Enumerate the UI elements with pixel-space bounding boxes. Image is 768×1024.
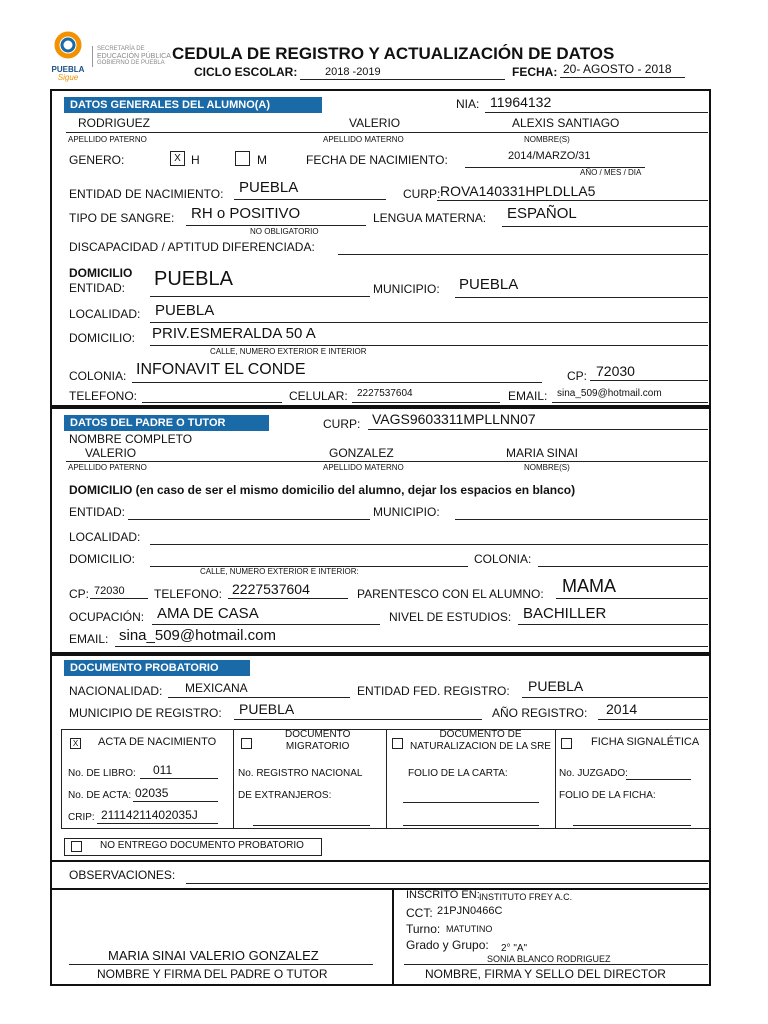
- municipio-value: PUEBLA: [459, 276, 519, 293]
- observaciones-label: OBSERVACIONES:: [69, 868, 176, 882]
- lengua-value: ESPAÑOL: [507, 205, 577, 222]
- municipio-reg-label: MUNICIPIO DE REGISTRO:: [69, 706, 222, 720]
- registro-nac-label: No. REGISTRO NACIONAL: [238, 768, 363, 779]
- nia-label: NIA:: [456, 97, 480, 111]
- ficha-label: FICHA SIGNALÉTICA: [591, 736, 700, 748]
- migratorio-label: DOCUMENTO MIGRATORIO: [285, 729, 351, 752]
- parentesco-label: PARENTESCO CON EL ALUMNO:: [357, 587, 544, 601]
- fecha-label: FECHA:: [512, 65, 558, 79]
- alumno-nombre-line: [66, 132, 708, 133]
- sangre-line: [186, 225, 366, 226]
- lengua-label: LENGUA MATERNA:: [373, 211, 487, 225]
- nacimiento-label: FECHA DE NACIMIENTO:: [306, 153, 448, 167]
- celular-value: 2227537604: [357, 388, 413, 399]
- entidad-nac-value: PUEBLA: [239, 179, 299, 196]
- entidad-nac-label: ENTIDAD DE NACIMIENTO:: [69, 187, 224, 201]
- municipio-line: [455, 297, 708, 298]
- doc-col-divider-1: [233, 729, 234, 829]
- municipio-reg-line: [234, 719, 482, 720]
- extranjeros-line: [253, 825, 370, 826]
- ocupacion-label: OCUPACIÓN:: [69, 610, 145, 624]
- tutor-curp-value: VAGS9603311MPLLNN07: [372, 411, 536, 427]
- anio-reg-label: AÑO REGISTRO:: [492, 706, 588, 720]
- alumno-apellido-paterno: RODRIGUEZ: [78, 116, 150, 130]
- entidad-label: ENTIDAD:: [69, 281, 126, 295]
- folio-carta-label: FOLIO DE LA CARTA:: [408, 768, 508, 779]
- migratorio-checkbox[interactable]: [241, 738, 252, 749]
- tutor-band: DATOS DEL PADRE O TUTOR: [64, 415, 269, 431]
- nacionalidad-line: [168, 697, 350, 698]
- colonia-value: INFONAVIT EL CONDE: [136, 361, 306, 378]
- tutor-curp-label: CURP:: [323, 417, 361, 431]
- tutor-localidad-label: LOCALIDAD:: [69, 530, 141, 544]
- folio-ficha-label: FOLIO DE LA FICHA:: [559, 790, 656, 801]
- domicilio-label: DOMICILIO:: [69, 331, 136, 345]
- tutor-cp-line: [90, 598, 148, 599]
- libro-line: [140, 778, 218, 779]
- entidad-line: [150, 296, 370, 297]
- cp-line: [590, 380, 708, 381]
- sangre-value: RH o POSITIVO: [191, 205, 301, 222]
- director-signature-caption: NOMBRE, FIRMA Y SELLO DEL DIRECTOR: [425, 967, 666, 981]
- email-line: [552, 402, 708, 403]
- domicilio-heading: DOMICILIO: [69, 266, 133, 280]
- parentesco-value: MAMA: [562, 576, 616, 596]
- domicilio-value: PRIV.ESMERALDA 50 A: [152, 325, 316, 342]
- tutor-domicilio-caption: CALLE, NUMERO EXTERIOR E INTERIOR:: [200, 567, 359, 576]
- tutor-colonia-line: [538, 566, 708, 567]
- tutor-caption-nombres: NOMBRE(S): [524, 463, 570, 472]
- juzgado-line: [626, 779, 691, 780]
- cct-label: CCT:: [406, 906, 433, 920]
- naturalizacion-checkbox[interactable]: [392, 738, 403, 749]
- juzgado-label: No. JUZGADO:: [559, 768, 628, 779]
- tutor-signature-caption: NOMBRE Y FIRMA DEL PADRE O TUTOR: [97, 967, 328, 981]
- genero-h-checkbox[interactable]: [170, 151, 185, 166]
- localidad-label: LOCALIDAD:: [69, 307, 141, 321]
- director-signature-line: [404, 964, 708, 965]
- estudios-value: BACHILLER: [523, 605, 607, 622]
- firmas-divider: [392, 888, 394, 986]
- estudios-line: [518, 624, 708, 625]
- no-entrego-checkbox[interactable]: [71, 841, 82, 852]
- colonia-label: COLONIA:: [69, 369, 127, 383]
- crip-line: [97, 823, 218, 824]
- email-label: EMAIL:: [508, 389, 548, 403]
- domicilio-caption: CALLE, NUMERO EXTERIOR E INTERIOR: [210, 347, 367, 356]
- tutor-nombre-line: [66, 461, 708, 462]
- ciclo-value: 2018 -2019: [325, 66, 381, 78]
- discapacidad-label: DISCAPACIDAD / APTITUD DIFERENCIADA:: [69, 240, 315, 254]
- tutor-telefono-label: TELEFONO:: [154, 587, 223, 601]
- caption-materno: APELLIDO MATERNO: [323, 135, 404, 144]
- form-title: CEDULA DE REGISTRO Y ACTUALIZACIÓN DE DATOS: [172, 44, 615, 63]
- lengua-line: [502, 226, 708, 227]
- entidad-nac-line: [234, 199, 386, 200]
- colonia-line: [132, 382, 542, 383]
- turno-value: MATUTINO: [446, 924, 493, 934]
- telefono-line: [142, 402, 282, 403]
- tutor-telefono-line: [228, 598, 348, 599]
- nacimiento-value: 2014/MARZO/31: [508, 150, 591, 162]
- inscrito-value: INSTITUTO FREY A.C.: [479, 892, 573, 902]
- anio-reg-line: [598, 719, 708, 720]
- acta-check-mark: X: [72, 739, 79, 748]
- estudios-label: NIVEL DE ESTUDIOS:: [389, 610, 512, 624]
- acta-no-label: No. DE ACTA:: [68, 790, 132, 801]
- nia-line: [485, 112, 708, 113]
- tutor-signature-line: [69, 964, 373, 965]
- tutor-apellido-paterno: VALERIO: [85, 446, 137, 460]
- sangre-label: TIPO DE SANGRE:: [69, 211, 175, 225]
- alumno-apellido-materno: VALERIO: [349, 116, 401, 130]
- genero-m-checkbox[interactable]: [235, 151, 250, 166]
- curp-value: ROVA140331HPLDLLA5: [440, 183, 596, 199]
- puebla-logo: [48, 30, 88, 82]
- turno-label: Turno:: [406, 922, 441, 936]
- libro-label: No. DE LIBRO:: [68, 768, 136, 779]
- crip-value: 21114211402035J: [101, 808, 198, 822]
- anio-reg-value: 2014: [606, 701, 638, 717]
- folio-carta-line-1: [403, 802, 539, 803]
- acta-label: ACTA DE NACIMIENTO: [98, 736, 217, 748]
- cct-value: 21PJN0466C: [437, 905, 503, 917]
- cp-label: CP:: [567, 369, 588, 383]
- director-signature-name: SONIA BLANCO RODRIGUEZ: [487, 954, 611, 964]
- folio-ficha-line: [573, 825, 691, 826]
- acta-no-line: [133, 801, 218, 802]
- entidad-value: PUEBLA: [154, 268, 233, 290]
- tutor-domicilio-label: DOMICILIO:: [69, 552, 136, 566]
- tutor-email-value: sina_509@hotmail.com: [119, 627, 276, 644]
- tutor-curp-line: [368, 429, 708, 430]
- tutor-apellido-materno: GONZALEZ: [329, 446, 394, 460]
- alumno-nombres: ALEXIS SANTIAGO: [512, 116, 620, 130]
- check-mark: X: [174, 153, 181, 164]
- genero-m-label: M: [257, 153, 267, 167]
- tutor-localidad-line: [150, 544, 708, 545]
- tutor-colonia-label: COLONIA:: [474, 552, 532, 566]
- celular-label: CELULAR:: [289, 389, 348, 403]
- sangre-caption: NO OBLIGATORIO: [250, 227, 319, 236]
- municipio-reg-value: PUEBLA: [239, 701, 295, 717]
- logo-text: PUEBLA: [51, 65, 85, 74]
- ocupacion-value: AMA DE CASA: [157, 605, 259, 622]
- tutor-cp-value: 72030: [94, 585, 125, 597]
- ocupacion-line: [152, 624, 380, 625]
- entidad-reg-label: ENTIDAD FED. REGISTRO:: [357, 684, 510, 698]
- nacimiento-caption: AÑO / MES / DIA: [580, 168, 642, 177]
- localidad-line: [150, 322, 708, 323]
- tutor-cp-label: CP:: [69, 587, 90, 601]
- genero-label: GENERO:: [69, 153, 125, 167]
- cp-value: 72030: [596, 363, 635, 379]
- domicilio-line: [150, 345, 708, 346]
- curp-label: CURP:: [403, 187, 441, 201]
- celular-line: [352, 402, 500, 403]
- no-entrego-label: NO ENTREGO DOCUMENTO PROBATORIO: [100, 840, 304, 851]
- crip-label: CRIP:: [68, 812, 95, 823]
- caption-paterno: APELLIDO PATERNO: [68, 135, 147, 144]
- tutor-entidad-label: ENTIDAD:: [69, 505, 126, 519]
- ciclo-line: [300, 79, 505, 80]
- caption-nombres: NOMBRE(S): [524, 135, 570, 144]
- doc-col-divider-2: [386, 729, 387, 829]
- tutor-nombre-label: NOMBRE COMPLETO: [69, 432, 193, 446]
- grado-value: 2° "A": [501, 943, 528, 954]
- municipio-label: MUNICIPIO:: [373, 282, 440, 296]
- extranjeros-label: DE EXTRANJEROS:: [238, 790, 332, 801]
- entidad-reg-line: [522, 697, 708, 698]
- tutor-caption-paterno: APELLIDO PATERNO: [68, 463, 147, 472]
- localidad-value: PUEBLA: [155, 302, 215, 319]
- doc-col-divider-3: [555, 729, 556, 829]
- tutor-email-label: EMAIL:: [69, 632, 109, 646]
- folio-carta-line-2: [403, 825, 539, 826]
- acta-checkbox[interactable]: [70, 738, 81, 749]
- nia-value: 11964132: [490, 94, 552, 110]
- ficha-checkbox[interactable]: [561, 738, 572, 749]
- fecha-line: [560, 77, 685, 78]
- tutor-telefono-value: 2227537604: [232, 581, 310, 597]
- tutor-signature-name: MARIA SINAI VALERIO GONZALEZ: [108, 948, 319, 963]
- inscrito-label: INSCRITO EN:: [406, 889, 480, 901]
- logo-subtext: Sigue: [57, 73, 79, 82]
- alumno-band: DATOS GENERALES DEL ALUMNO(A): [64, 97, 322, 113]
- ciclo-label: CICLO ESCOLAR:: [194, 65, 298, 79]
- logo-icon: [48, 30, 88, 60]
- genero-h-label: H: [191, 153, 200, 167]
- tutor-caption-materno: APELLIDO MATERNO: [323, 463, 404, 472]
- tutor-municipio-label: MUNICIPIO:: [373, 505, 440, 519]
- libro-value: 011: [153, 763, 173, 777]
- curp-line: [437, 200, 708, 201]
- parentesco-line: [556, 598, 708, 599]
- documento-band: DOCUMENTO PROBATORIO: [64, 660, 250, 676]
- grado-label: Grado y Grupo:: [406, 938, 489, 952]
- telefono-label: TELEFONO:: [69, 389, 138, 403]
- nacionalidad-label: NACIONALIDAD:: [69, 684, 163, 698]
- tutor-nombres: MARIA SINAI: [506, 446, 579, 460]
- email-value: sina_509@hotmail.com: [557, 388, 662, 399]
- acta-no-value: 02035: [135, 786, 169, 800]
- tutor-email-line: [115, 646, 708, 647]
- observaciones-line: [186, 883, 708, 884]
- nacionalidad-value: MEXICANA: [185, 681, 248, 695]
- tutor-municipio-line: [455, 519, 708, 520]
- tutor-entidad-line: [128, 519, 370, 520]
- naturalizacion-label: DOCUMENTO DE NATURALIZACION DE LA SRE: [410, 729, 551, 752]
- secretaria-block: SECRETARÍA DE EDUCACIÓN PÚBLICA GOBIERNO DE PUEBLA: [92, 46, 171, 67]
- discapacidad-line: [338, 254, 708, 255]
- fecha-value: 20- AGOSTO - 2018: [563, 62, 672, 76]
- entidad-reg-value: PUEBLA: [528, 678, 584, 694]
- tutor-domicilio-note: DOMICILIO (en caso de ser el mismo domicilio del alumno, dejar los espacios en blanco): [69, 483, 576, 497]
